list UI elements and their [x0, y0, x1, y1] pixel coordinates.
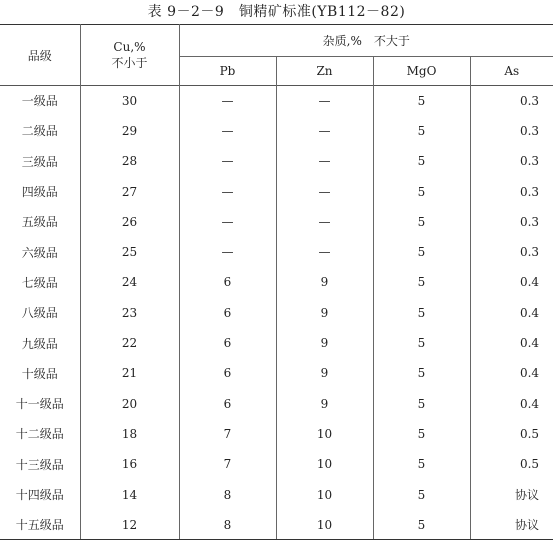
header-as: As [504, 63, 520, 78]
cell-mgo: 5 [373, 510, 470, 540]
cell-as: 0.3 [519, 154, 540, 169]
cell-cu: 14 [80, 479, 179, 509]
cell-cu: 12 [80, 510, 179, 540]
cell-as: 0.4 [519, 305, 540, 320]
cell-as: 0.3 [519, 123, 540, 138]
cell-pb: — [179, 116, 276, 146]
table-caption: 表 9－2－9 铜精矿标准(YB112－82) [147, 4, 406, 20]
header-impurities: 杂质,% 不大于 [179, 25, 553, 57]
cell-mgo: 5 [373, 298, 470, 328]
cell-cu: 23 [80, 298, 179, 328]
cell-as: 0.4 [519, 396, 540, 411]
cell-cu: 30 [80, 86, 179, 116]
cell-cu: 27 [80, 176, 179, 206]
cell-cu: 18 [80, 419, 179, 449]
cell-zn: 10 [276, 510, 373, 540]
table-row [0, 207, 553, 237]
cell-as: 0.5 [519, 457, 540, 472]
cell-as: 0.4 [519, 275, 540, 290]
cell-pb: 7 [179, 419, 276, 449]
cell-mgo: 5 [373, 479, 470, 509]
cell-pb: — [179, 207, 276, 237]
cell-cu: 29 [80, 116, 179, 146]
cell-zn: — [276, 237, 373, 267]
header-cu-min-label: 不小于 [111, 56, 148, 70]
cell-pb: 8 [179, 479, 276, 509]
table-row [0, 86, 553, 116]
cell-pb: 6 [179, 328, 276, 358]
cell-pb: 6 [179, 267, 276, 297]
table-row [0, 267, 553, 297]
cell-zn: 10 [276, 449, 373, 479]
cell-as: 0.3 [519, 93, 540, 108]
cell-mgo: 5 [373, 237, 470, 267]
table-row [0, 479, 553, 509]
table-row [0, 146, 553, 176]
cell-grade: 十二级品 [0, 419, 80, 449]
cell-zn: 9 [276, 267, 373, 297]
cell-zn: 9 [276, 388, 373, 418]
cell-cu: 21 [80, 358, 179, 388]
cell-mgo: 5 [373, 146, 470, 176]
cell-as: 0.4 [519, 336, 540, 351]
table-header [0, 25, 553, 86]
cell-cu: 24 [80, 267, 179, 297]
cell-grade: 三级品 [0, 146, 80, 176]
table-body [0, 86, 553, 540]
cell-as: 协议 [515, 488, 540, 502]
cell-zn: — [276, 86, 373, 116]
cell-zn: 9 [276, 298, 373, 328]
cell-grade: 二级品 [0, 116, 80, 146]
cell-grade: 六级品 [0, 237, 80, 267]
header-cu [80, 25, 179, 86]
cell-cu: 16 [80, 449, 179, 479]
cell-as: 0.3 [519, 245, 540, 260]
cell-pb: — [179, 237, 276, 267]
table-row [0, 358, 553, 388]
header-pb: Pb [179, 56, 276, 85]
cell-mgo: 5 [373, 388, 470, 418]
table-row [0, 510, 553, 540]
table-row [0, 116, 553, 146]
cell-zn: 9 [276, 328, 373, 358]
cell-grade: 四级品 [0, 176, 80, 206]
cell-cu: 25 [80, 237, 179, 267]
cell-pb: — [179, 86, 276, 116]
cell-zn: — [276, 146, 373, 176]
header-cu-label: Cu,% [113, 40, 146, 54]
cell-as: 协议 [470, 510, 553, 540]
cell-as: 0.5 [519, 426, 540, 441]
copper-concentrate-standard-table [0, 24, 553, 540]
cell-grade: 九级品 [0, 328, 80, 358]
cell-zn: 10 [276, 479, 373, 509]
cell-pb: 7 [179, 449, 276, 479]
cell-grade: 十四级品 [0, 479, 80, 509]
cell-as: 0.3 [519, 184, 540, 199]
header-zn: Zn [276, 56, 373, 85]
cell-grade: 十一级品 [0, 388, 80, 418]
cell-mgo: 5 [373, 176, 470, 206]
cell-grade: 十级品 [0, 358, 80, 388]
table-row [0, 449, 553, 479]
cell-pb: — [179, 176, 276, 206]
cell-pb: — [179, 146, 276, 176]
header-grade: 品级 [0, 25, 80, 86]
cell-mgo: 5 [373, 419, 470, 449]
cell-zn: — [276, 116, 373, 146]
header-mgo: MgO [373, 56, 470, 85]
cell-zn: — [276, 176, 373, 206]
cell-grade: 十五级品 [0, 510, 80, 540]
cell-mgo: 5 [373, 328, 470, 358]
cell-zn: 10 [276, 419, 373, 449]
cell-pb: 6 [179, 358, 276, 388]
cell-pb: 6 [179, 388, 276, 418]
table-row [0, 237, 553, 267]
cell-grade: 七级品 [0, 267, 80, 297]
cell-mgo: 5 [373, 116, 470, 146]
cell-mgo: 5 [373, 449, 470, 479]
cell-mgo: 5 [373, 358, 470, 388]
cell-grade: 十三级品 [0, 449, 80, 479]
cell-pb: 6 [179, 298, 276, 328]
cell-as: 0.3 [519, 214, 540, 229]
cell-mgo: 5 [373, 207, 470, 237]
cell-pb: 8 [179, 510, 276, 540]
table-row [0, 419, 553, 449]
table-row [0, 176, 553, 206]
cell-cu: 20 [80, 388, 179, 418]
cell-grade: 五级品 [0, 207, 80, 237]
table-row [0, 328, 553, 358]
cell-zn: — [276, 207, 373, 237]
cell-cu: 22 [80, 328, 179, 358]
cell-grade: 八级品 [0, 298, 80, 328]
cell-mgo: 5 [373, 86, 470, 116]
table-row [0, 388, 553, 418]
cell-zn: 9 [276, 358, 373, 388]
cell-cu: 26 [80, 207, 179, 237]
cell-cu: 28 [80, 146, 179, 176]
cell-grade: 一级品 [0, 86, 80, 116]
cell-as: 0.4 [519, 366, 540, 381]
cell-mgo: 5 [373, 267, 470, 297]
table-row [0, 298, 553, 328]
